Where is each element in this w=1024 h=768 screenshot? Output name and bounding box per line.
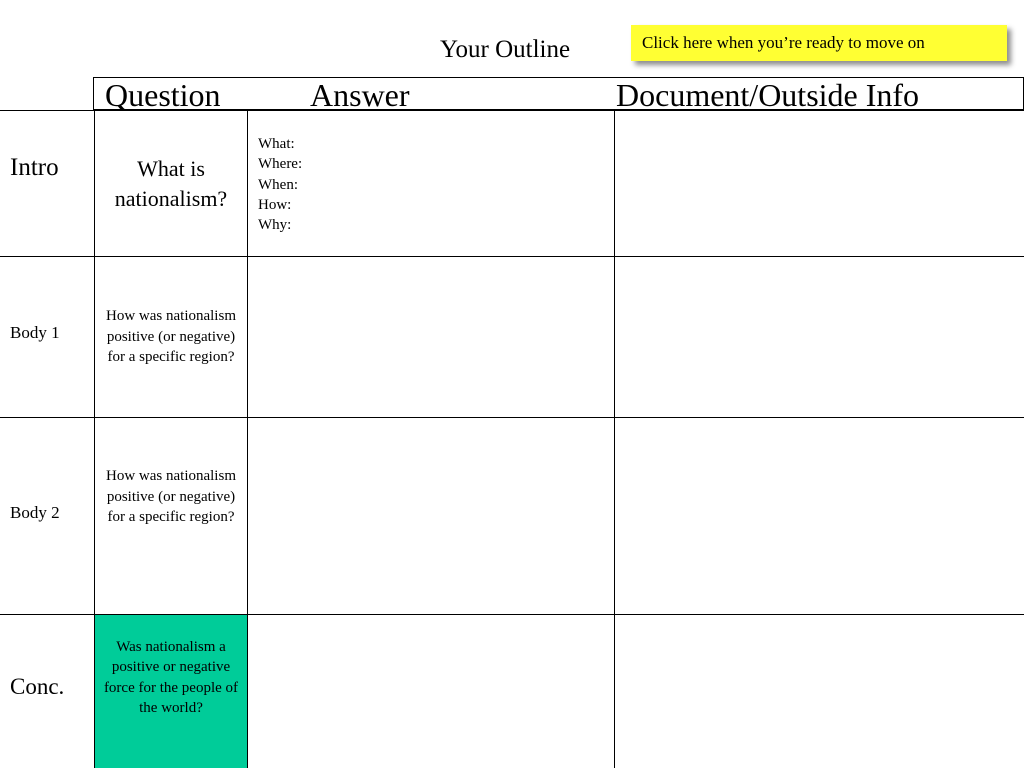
document-cell-body-1[interactable]	[615, 257, 1024, 417]
answer-prompt-when: When:	[258, 176, 298, 193]
document-cell-intro[interactable]	[615, 111, 1024, 256]
header-document-outside-info: Document/Outside Info	[616, 77, 920, 113]
question-cell-conclusion	[95, 615, 247, 768]
page-title: Your Outline	[439, 36, 571, 63]
answer-cell-body-1[interactable]	[248, 257, 614, 417]
question-text: How was nationalism positive (or negative) for a specific region?	[106, 308, 236, 366]
answer-cell-conclusion[interactable]	[248, 615, 614, 768]
question-text: How was nationalism positive (or negative) for a specific region?	[106, 468, 236, 526]
row-label-body-2: Body 2	[10, 503, 60, 522]
question-cell-intro	[95, 111, 247, 256]
answer-prompt-where: Where:	[258, 156, 303, 173]
move-on-button[interactable]: Click here when you’re ready to move on	[631, 25, 1007, 61]
row-label-conclusion: Conc.	[10, 674, 65, 699]
document-cell-conclusion[interactable]	[615, 615, 1024, 768]
answer-prompt-why: Why:	[258, 217, 292, 234]
question-cell-body-2	[95, 418, 247, 614]
answer-cell-intro[interactable]	[248, 111, 614, 256]
answer-prompt-what: What:	[258, 136, 295, 152]
table-header	[93, 77, 1024, 113]
answer-prompt-how: How:	[258, 196, 292, 213]
row-label-body-1: Body 1	[10, 323, 60, 342]
header-question: Question	[105, 77, 221, 113]
document-cell-body-2[interactable]	[615, 418, 1024, 614]
answer-cell-body-2[interactable]	[248, 418, 614, 614]
question-text: Was nationalism a positive or negative force for the people of the world?	[103, 638, 239, 716]
question-cell-body-1	[95, 257, 247, 417]
header-answer: Answer	[310, 77, 410, 113]
row-label-intro: Intro	[10, 154, 59, 181]
question-text: What is nationalism?	[114, 155, 228, 211]
